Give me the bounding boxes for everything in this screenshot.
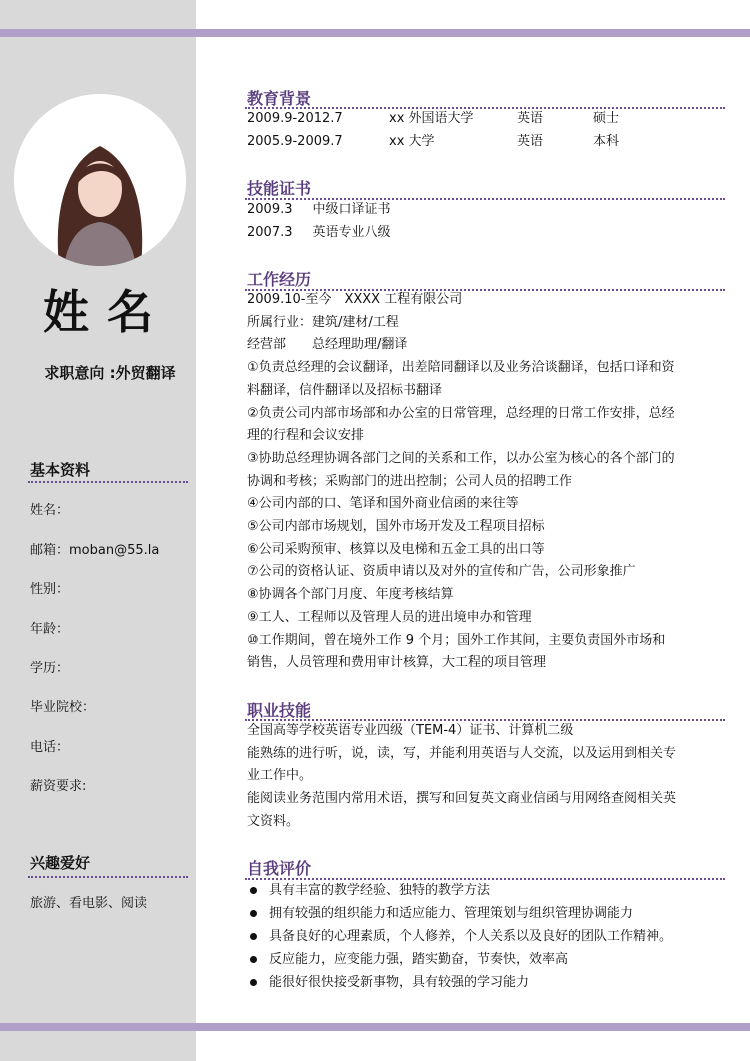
- info-name: 姓名：: [30, 503, 70, 518]
- text-line: ⑦公司的资格认证、资质申请以及对外的宣传和广告，公司形象推广: [247, 564, 636, 580]
- basic-info-heading: 基本资料: [30, 461, 91, 479]
- cert-name: 中级口译证书: [312, 202, 391, 217]
- divider: [28, 876, 188, 878]
- bullet-text: 能很好很快接受新事物，具有较强的学习能力: [269, 975, 530, 990]
- text-line: 理的行程和会议安排: [247, 428, 365, 444]
- text-line: 文资料。: [247, 813, 300, 829]
- text-line: ③协助总经理协调各部门之间的关系和工作，以办公室为核心的各个部门的: [247, 450, 675, 466]
- bullet-icon: [250, 979, 257, 986]
- candidate-name: 姓名: [43, 285, 171, 339]
- bullet-icon: [250, 956, 257, 963]
- text-line: ②负责公司内部市场部和办公室的日常管理，总经理的日常工作安排，总经: [247, 405, 675, 421]
- self-list: [250, 879, 672, 994]
- text-line: ⑧协调各个部门月度、年度考核结算: [247, 587, 454, 603]
- bullet-text: 反应能力，应变能力强，踏实勤奋，节奏快，效率高: [269, 952, 569, 967]
- text-line: ⑥公司采购预审、核算以及电梯和五金工具的出口等: [247, 541, 545, 557]
- edu-major: 英语: [517, 134, 544, 149]
- info-gender: 性别：: [30, 582, 70, 597]
- cert-date: 2009.3: [247, 202, 293, 217]
- info-email: 邮箱：moban@55.la: [30, 543, 160, 558]
- edu-degree: 本科: [593, 134, 620, 149]
- text-line: 2009.10-至今 XXXX 工程有限公司: [247, 292, 463, 307]
- skills-heading: 职业技能: [247, 701, 312, 720]
- bottom-bar: [0, 1023, 750, 1031]
- text-line: 业工作中。: [247, 768, 313, 784]
- edu-school: xx 外国语大学: [389, 111, 474, 126]
- profile-photo: [14, 94, 186, 266]
- text-line: 所属行业：建筑/建材/工程: [247, 314, 399, 330]
- text-line: 经营部 总经理助理/翻译: [247, 337, 408, 353]
- bullet-item: [250, 925, 672, 948]
- certs-heading: 技能证书: [247, 179, 312, 198]
- self-heading: 自我评价: [247, 859, 312, 878]
- text-line: 料翻译，信件翻译以及招标书翻译: [247, 382, 443, 398]
- bullet-icon: [250, 910, 257, 917]
- divider: [28, 481, 188, 483]
- text-line: ④公司内部的口、笔译和国外商业信函的来往等: [247, 496, 519, 512]
- bullet-text: 具有丰富的教学经验、独特的教学方法: [269, 883, 491, 898]
- edu-date: 2005.9-2009.7: [247, 134, 343, 149]
- edu-major: 英语: [517, 111, 544, 126]
- bullet-item: [250, 971, 672, 994]
- text-line: ⑤公司内部市场规划，国外市场开发及工程项目招标: [247, 519, 545, 535]
- bullet-item: [250, 948, 672, 971]
- text-line: 协调和考核；采购部门的进出控制；公司人员的招聘工作: [247, 473, 573, 489]
- text-line: 能阅读业务范围内常用术语，撰写和回复英文商业信函与用网络查阅相关英: [247, 791, 677, 807]
- bullet-item: [250, 902, 672, 925]
- text-line: ⑨工人、工程师以及管理人员的进出境申办和管理: [247, 609, 532, 625]
- text-line: 全国高等学校英语专业四级（TEM-4）证书、计算机二级: [247, 723, 574, 738]
- education-heading: 教育背景: [247, 89, 312, 108]
- info-age: 年龄：: [30, 622, 70, 637]
- edu-date: 2009.9-2012.7: [247, 111, 343, 126]
- edu-school: xx 大学: [389, 134, 435, 149]
- bullet-item: [250, 879, 672, 902]
- hobby-heading: 兴趣爱好: [30, 854, 91, 872]
- bullet-text: 具备良好的心理素质，个人修养，个人关系以及良好的团队工作精神。: [269, 929, 673, 944]
- work-list: [247, 289, 675, 675]
- bullet-icon: [250, 933, 257, 940]
- bullet-icon: [250, 887, 257, 894]
- text-line: ⑩工作期间，曾在境外工作 9 个月；国外工作其间，主要负责国外市场和: [247, 632, 666, 648]
- top-bar: [0, 29, 750, 37]
- info-phone: 电话：: [30, 740, 70, 755]
- info-education: 学历：: [30, 661, 70, 676]
- text-line: 销售，人员管理和费用审计核算，大工程的项目管理: [247, 655, 547, 671]
- text-line: 能熟练的进行听，说，读，写，并能利用英语与人交流，以及运用到相关专: [247, 745, 677, 761]
- job-intent: 求职意向 :外贸翻译: [44, 364, 176, 382]
- cert-date: 2007.3: [247, 225, 293, 240]
- cert-row: [247, 222, 391, 245]
- skills-list: [247, 720, 676, 834]
- info-school: 毕业院校：: [30, 700, 96, 715]
- hobbies: 旅游、看电影、阅读: [30, 896, 148, 911]
- text-line: ①负责总经理的会议翻译，出差陪同翻译以及业务洽谈翻译，包括口译和资: [247, 360, 675, 376]
- cert-name: 英语专业八级: [312, 225, 391, 240]
- work-heading: 工作经历: [247, 270, 312, 289]
- edu-degree: 硕士: [593, 111, 620, 126]
- info-salary: 薪资要求:: [30, 779, 87, 794]
- bullet-text: 拥有较强的组织能力和适应能力、管理策划与组织管理协调能力: [269, 906, 634, 921]
- cert-row: [247, 199, 391, 222]
